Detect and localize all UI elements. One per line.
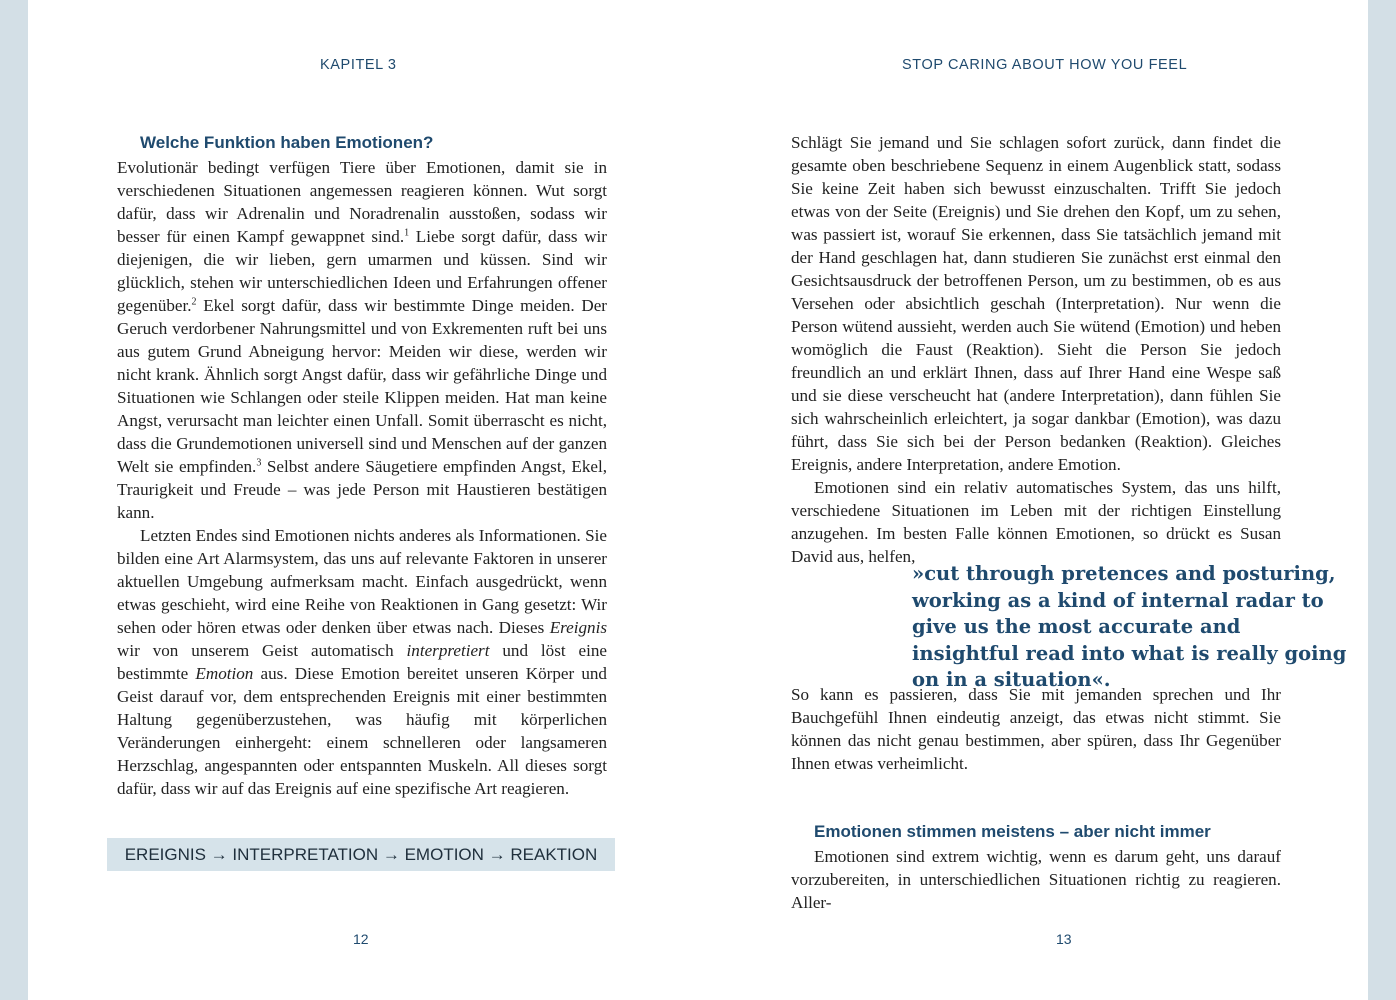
right-text-block: [791, 131, 1281, 568]
section-heading: Welche Funktion haben Emotionen?: [140, 133, 434, 152]
after-quote-block: [791, 683, 1281, 775]
section-heading: Emotionen stimmen meistens – aber nicht immer: [814, 822, 1211, 841]
left-text-block: [117, 131, 607, 800]
page-number-right: 13: [1056, 931, 1072, 947]
paragraph: Schlägt Sie jemand und Sie schlagen sofort zurück, dann findet die gesamte oben beschriebene Sequenz in einem Augenblick statt, sodass Sie keine Zeit haben sich bewusst einzuschalten. Trifft Sie jedoch etwas von der Seite (Ereignis) und Sie drehen den Kopf, um zu sehen, was passiert ist, worauf Sie erkennen, dass Sie tatsächlich jemand mit der Hand geschlagen hat, dann studieren Sie zunächst erst einmal den Gesichtsausdruck der betroffenen Person, um zu bestimmen, ob es aus Versehen oder absichtlich geschah (Interpretation). Nur wenn die Person wütend aussieht, werden auch Sie wütend (Emotion) und heben womöglich die Faust (Reaktion). Sieht die Person Sie jedoch freundlich an und erklärt Ihnen, dass auf Ihrer Hand eine Wespe saß und sie diese verscheucht hat (andere Interpretation), dann fühlen Sie sich wahrscheinlich erleichtert, ja sogar dankbar (Emotion), was dazu führt, dass Sie sich bei der Person bedanken (Reaktion). Gleiches Ereignis, andere Interpretation, andere Emotion.: [791, 133, 1281, 474]
book-spread: [28, 0, 1368, 1000]
running-head-right: STOP CARING ABOUT HOW YOU FEEL: [902, 57, 1188, 73]
footnote-ref: 2: [191, 296, 197, 308]
page-number-left: 12: [353, 931, 369, 947]
second-section: [791, 820, 1281, 914]
footnote-ref: 3: [256, 457, 262, 469]
process-formula-box: EREIGNIS → INTERPRETATION → EMOTION → REAKTION: [107, 838, 615, 871]
right-page: [698, 0, 1368, 1000]
paragraph: Evolutionär bedingt verfügen Tiere über Emotionen, damit sie in verschiedenen Situationen angemessen reagieren können. Wut sorgt dafür, dass wir Adrenalin und Noradrenalin ausstoßen, sodass wir besser für einen Kampf gewappnet sind.$^1$ Liebe sorgt dafür, dass wir diejenigen, die wir lieben, gern umarmen und küssen. Sind wir glücklich, stehen wir unterschiedlichen Ideen und Erfahrungen offener gegenüber.$^2$ Ekel sorgt dafür, dass wir bestimmte Dinge meiden. Der Geruch verdorbener Nahrungsmittel und von Exkrementen ruft bei uns aus gutem Grund Abneigung hervor: Meiden wir diese, werden wir nicht krank. Ähnlich sorgt Angst dafür, dass wir gefährliche Dinge und Situationen wie Schlangen oder steile Klippen meiden. Hat man keine Angst, verursacht man leichter einen Unfall. Somit überrascht es nicht, dass die Grundemotionen universell sind und Menschen auf der ganzen Welt sie empfinden.$^3$ Selbst andere Säugetiere empfinden Angst, Ekel, Traurigkeit und Freude – was jede Person mit Haustieren bestätigen kann.: [117, 158, 607, 522]
footnote-ref: 1: [404, 227, 410, 239]
paragraph: Emotionen sind ein relativ automatisches System, das uns hilft, verschiedene Situationen im Leben mit der richtigen Einstellung anzugehen. Im besten Falle können Emotionen, so drückt es Susan David aus, helfen,: [791, 478, 1281, 566]
paragraph: Emotionen sind extrem wichtig, wenn es darum geht, uns darauf vorzubereiten, in unterschiedlichen Situationen richtig zu reagieren. Aller-: [791, 847, 1281, 912]
running-head-left: KAPITEL 3: [320, 57, 397, 73]
left-page: [28, 0, 698, 1000]
pull-quote: »cut through pretences and posturing, working as a kind of internal radar to give us the most accurate and insightful read into what is really going on in a situation«.: [912, 562, 1347, 691]
paragraph: So kann es passieren, dass Sie mit jemanden sprechen und Ihr Bauchgefühl Ihnen eindeutig anzeigt, das etwas nicht stimmt. Sie können das nicht genau bestimmen, aber spüren, dass Ihr Gegenüber Ihnen etwas verheimlicht.: [791, 685, 1281, 773]
paragraph: Letzten Endes sind Emotionen nichts anderes als Informationen. Sie bilden eine Art Alarmsystem, das uns auf relevante Faktoren in unserer aktuellen Umgebung aufmerksam macht. Einfach ausgedrückt, wenn etwas geschieht, wird eine Reihe von Reaktionen in Gang gesetzt: Wir sehen oder hören etwas oder denken über etwas nach. Dieses Ereignis wir von unserem Geist automatisch interpretiert und löst eine bestimmte Emotion aus. Diese Emotion bereitet unseren Körper und Geist darauf vor, dem entsprechenden Ereignis mit einer bestimmten Haltung gegenüberzustehen, was häufig mit körperlichen Veränderungen einhergeht: einem schnelleren oder langsameren Herzschlag, angespannten oder entspannten Muskeln. All dieses sorgt dafür, dass wir auf das Ereignis auf eine spezifische Art reagieren.: [117, 526, 607, 798]
